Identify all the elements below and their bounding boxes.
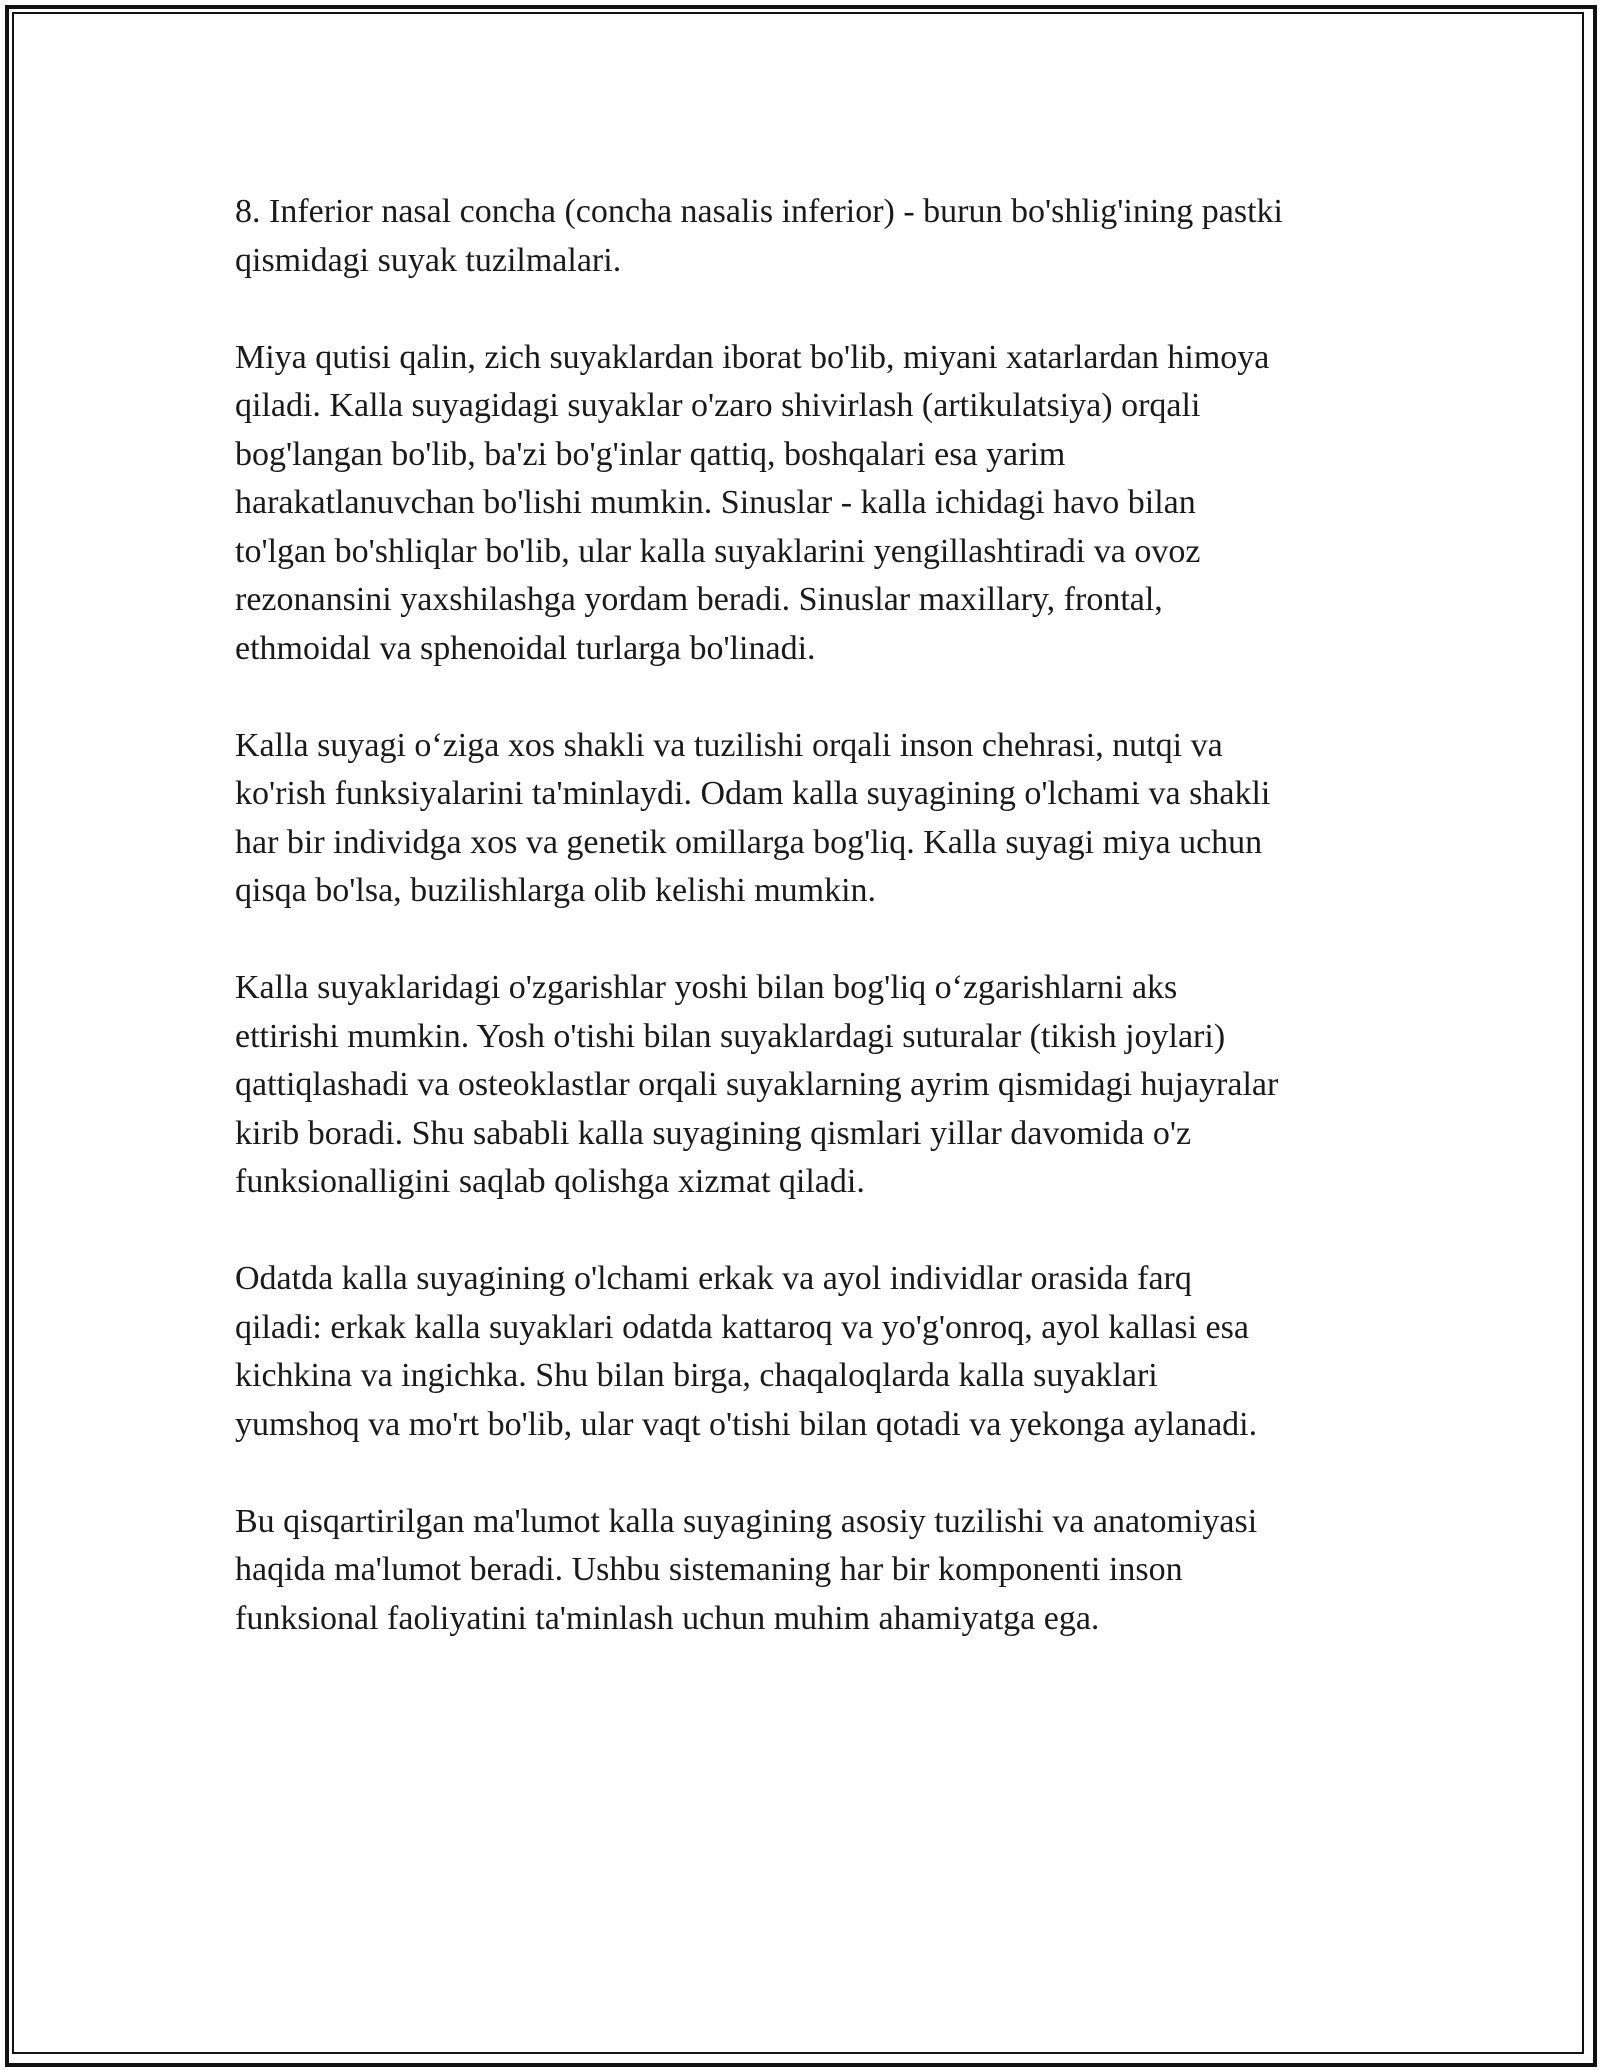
paragraph-olchami [235, 1255, 1375, 1449]
text-line: ethmoidal va sphenoidal turlarga bo'linadi. [235, 629, 816, 667]
text-line: Kalla suyagi o‘ziga xos shakli va tuzilishi orqali inson chehrasi, nutqi va [235, 726, 1223, 764]
text-line: Kalla suyaklaridagi o'zgarishlar yoshi bilan bog'liq o‘zgarishlarni aks [235, 969, 1178, 1006]
paragraph-summary [235, 1498, 1375, 1644]
text-line: bog'langan bo'lib, ba'zi bo'g'inlar qattiq, boshqalari esa yarim [235, 435, 1066, 473]
text-line: ettirishi mumkin. Yosh o'tishi bilan suyaklardagi suturalar (tikish joylari) [235, 1017, 1226, 1055]
text-line: qiladi. Kalla suyagidagi suyaklar o'zaro shivirlash (artikulatsiya) orqali [235, 387, 1201, 424]
text-line: funksionalligini saqlab qolishga xizmat qiladi. [235, 1163, 865, 1200]
text-line: rezonansini yaxshilashga yordam beradi. Sinuslar maxillary, frontal, [235, 581, 1163, 618]
text-line: har bir individga xos va genetik omillarga bog'liq. Kalla suyagi miya uchun [235, 823, 1263, 861]
text-line: kirib boradi. Shu sababli kalla suyagining qismlari yillar davomida o'z [235, 1114, 1192, 1152]
paragraph-miya-qutisi [235, 334, 1375, 674]
paragraph-kalla-suyagi-shakli [235, 722, 1375, 916]
text-line: qiladi: erkak kalla suyaklari odatda kattaroq va yo'g'onroq, ayol kallasi esa [235, 1308, 1249, 1346]
paragraph-inferior-nasal-concha [235, 188, 1375, 285]
text-line: funksional faoliyatini ta'minlash uchun muhim ahamiyatga ega. [235, 1599, 1100, 1637]
text-line: qismidagi suyak tuzilmalari. [235, 241, 622, 279]
text-line: Miya qutisi qalin, zich suyaklardan iborat bo'lib, miyani xatarlardan himoya [235, 338, 1270, 376]
text-line: yumshoq va mo'rt bo'lib, ular vaqt o'tishi bilan qotadi va yekonga aylanadi. [235, 1405, 1258, 1443]
text-line: qisqa bo'lsa, buzilishlarga olib kelishi mumkin. [235, 872, 877, 909]
text-line: harakatlanuvchan bo'lishi mumkin. Sinuslar - kalla ichidagi havo bilan [235, 484, 1196, 521]
text-line: to'lgan bo'shliqlar bo'lib, ular kalla suyaklarini yengillashtiradi va ovoz [235, 532, 1201, 570]
text-line: Odatda kalla suyagining o'lchami erkak va ayol individlar orasida farq [235, 1260, 1192, 1297]
text-line: 8. Inferior nasal concha (concha nasalis inferior) - burun bo'shlig'ining pastki [235, 193, 1283, 230]
text-line: ko'rish funksiyalarini ta'minlaydi. Odam kalla suyagining o'lchami va shakli [235, 775, 1271, 812]
text-line: haqida ma'lumot beradi. Ushbu sistemaning har bir komponenti inson [235, 1551, 1183, 1588]
paragraph-ozgarishlar [235, 964, 1375, 1207]
text-line: Bu qisqartirilgan ma'lumot kalla suyagining asosiy tuzilishi va anatomiyasi [235, 1502, 1258, 1540]
text-line: kichkina va ingichka. Shu bilan birga, chaqaloqlarda kalla suyaklari [235, 1357, 1158, 1394]
document-body [235, 188, 1375, 1692]
text-line: qattiqlashadi va osteoklastlar orqali suyaklarning ayrim qismidagi hujayralar [235, 1066, 1279, 1103]
